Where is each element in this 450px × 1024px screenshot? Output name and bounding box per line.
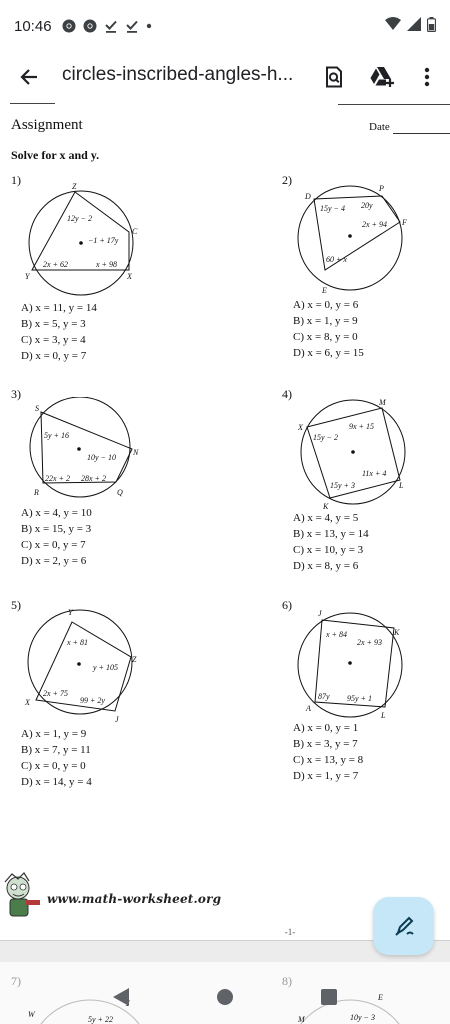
more-vert-icon [424,67,430,87]
answer-choice: A) x = 4, y = 10 [21,507,92,519]
answer-choices [293,510,369,574]
angle-expression: 2x + 75 [43,689,68,698]
problem-number: 5) [11,598,21,612]
problem-5-figure [17,607,147,725]
angle-expression: 15y − 4 [320,204,345,213]
footer-url: www.math-worksheet.org [47,892,222,906]
chrome-icon [83,19,97,33]
point-label: L [381,711,386,720]
angle-expression: 2x + 93 [357,638,382,647]
download-done-icon [104,19,118,33]
problem-number: 8) [282,974,292,988]
point-label: A [306,704,311,713]
answer-choice: B) x = 1, y = 9 [293,315,358,327]
point-label: M [379,398,386,407]
problem-3-figure [17,397,147,507]
point-label: M [298,1015,305,1024]
assignment-heading: Assignment [11,117,83,133]
edit-pen-icon [392,914,416,938]
nav-recents-button[interactable] [317,985,341,1009]
home-circle-icon [216,988,234,1006]
angle-expression: x + 84 [326,630,347,639]
header-rule [338,104,450,105]
angle-expression: 11x + 4 [362,469,387,478]
answer-choices [293,720,363,784]
answer-choice: B) x = 3, y = 7 [293,738,358,750]
point-label: E [322,286,327,295]
answer-choice: C) x = 3, y = 4 [21,334,86,346]
point-label: Q [117,488,123,497]
header-rule [10,102,55,104]
wifi-icon [385,17,401,35]
find-in-page-icon [324,66,344,88]
date-label: Date [369,121,390,133]
pdf-page [0,102,450,940]
answer-choice: C) x = 0, y = 7 [21,539,86,551]
point-label: D [305,192,311,201]
annotate-fab[interactable] [373,897,434,955]
answer-choice: C) x = 0, y = 0 [21,760,86,772]
angle-expression: 60 + x [326,255,347,264]
point-label: J [318,609,322,618]
angle-expression: 9x + 15 [349,422,374,431]
back-button[interactable] [14,62,44,92]
problem-number: 2) [282,173,292,187]
status-bar [0,0,450,52]
point-label: S [35,404,39,413]
point-label: Z [132,655,137,664]
system-nav-bar [0,970,450,1024]
mascot-logo [0,870,46,918]
angle-expression: 12y − 2 [67,214,92,223]
angle-expression: 87y [318,692,330,701]
problem-number: 6) [282,598,292,612]
point-label: P [379,184,384,193]
answer-choice: D) x = 8, y = 6 [293,560,359,572]
answer-choices [293,297,364,361]
point-label: X [127,272,132,281]
point-label: J [115,715,119,724]
point-label: R [34,488,39,497]
signal-icon [407,17,421,35]
angle-expression: 5y + 16 [44,431,69,440]
point-label: E [378,993,383,1002]
angle-expression: 22x + 2 [45,474,70,483]
answer-choice: D) x = 14, y = 4 [21,776,92,788]
angle-expression: 28x + 2 [81,474,106,483]
angle-expression: 15y − 2 [313,433,338,442]
answer-choice: A) x = 1, y = 9 [21,728,87,740]
angle-expression: 20y [361,201,373,210]
point-label: Y [25,272,30,281]
angle-expression: y + 105 [93,663,118,672]
answer-choice: A) x = 4, y = 5 [293,512,359,524]
arrow-back-icon [19,67,39,87]
status-time: 10:46 [14,17,52,35]
point-label: Y [68,608,73,617]
problem-1-figure [17,180,147,300]
answer-choice: A) x = 11, y = 14 [21,302,97,314]
point-label: N [133,448,139,457]
more-options-button[interactable] [411,61,443,93]
angle-expression: 99 + 2y [80,696,105,705]
problem-4-figure [290,394,420,512]
nav-back-button[interactable] [109,985,133,1009]
answer-choice: C) x = 13, y = 8 [293,754,364,766]
pdf-viewer[interactable] [0,102,450,1024]
problem-number: 4) [282,387,292,401]
angle-expression: 15y + 3 [330,481,355,490]
document-title: circles-inscribed-angles-h... [62,64,294,85]
angle-expression: 2x + 62 [43,260,68,269]
angle-expression: 10y − 3 [350,1013,375,1022]
add-to-drive-icon [369,66,395,88]
instructions: Solve for x and y. [11,148,100,162]
angle-expression: 2x + 94 [362,220,387,229]
add-to-drive-button[interactable] [366,61,398,93]
problem-number: 7) [11,974,21,988]
nav-home-button[interactable] [213,985,237,1009]
answer-choice: D) x = 1, y = 7 [293,770,359,782]
point-label: L [399,481,404,490]
point-label: W [28,1010,35,1019]
angle-expression: −1 + 17y [88,236,119,245]
answer-choice: D) x = 6, y = 15 [293,347,364,359]
chrome-icon [62,19,76,33]
answer-choice: B) x = 5, y = 3 [21,318,86,330]
find-in-page-button[interactable] [318,61,350,93]
answer-choice: B) x = 15, y = 3 [21,523,92,535]
answer-choice: D) x = 2, y = 6 [21,555,87,567]
point-label: Z [72,182,77,191]
point-label: K [394,628,400,637]
point-label: F [402,218,407,227]
answer-choice: C) x = 10, y = 3 [293,544,364,556]
angle-expression: 5y + 22 [88,1015,113,1024]
download-done-icon [125,19,139,33]
date-blank [393,133,450,134]
answer-choice: B) x = 13, y = 14 [293,528,369,540]
recents-square-icon [320,988,338,1006]
battery-icon [427,17,436,36]
problem-number: 1) [11,173,21,187]
answer-choice: C) x = 8, y = 0 [293,331,358,343]
dot-icon [146,23,152,29]
angle-expression: x + 81 [67,638,88,647]
answer-choice: A) x = 0, y = 6 [293,299,359,311]
answer-choice: A) x = 0, y = 1 [293,722,359,734]
answer-choice: B) x = 7, y = 11 [21,744,91,756]
page-number: -1- [284,927,296,937]
problem-2-figure [290,180,420,300]
answer-choice: D) x = 0, y = 7 [21,350,87,362]
angle-expression: 10y − 10 [87,453,116,462]
point-label: X [25,698,30,707]
answer-choices [21,505,92,569]
back-triangle-icon [112,987,130,1007]
answer-choices [21,726,92,790]
point-label: C [132,227,138,236]
app-bar [0,52,450,102]
problem-number: 3) [11,387,21,401]
answer-choices [21,300,97,364]
problem-6-figure [290,607,420,723]
angle-expression: 95y + 1 [347,694,372,703]
point-label: X [298,423,303,432]
angle-expression: x + 98 [96,260,117,269]
point-label: K [323,502,329,511]
